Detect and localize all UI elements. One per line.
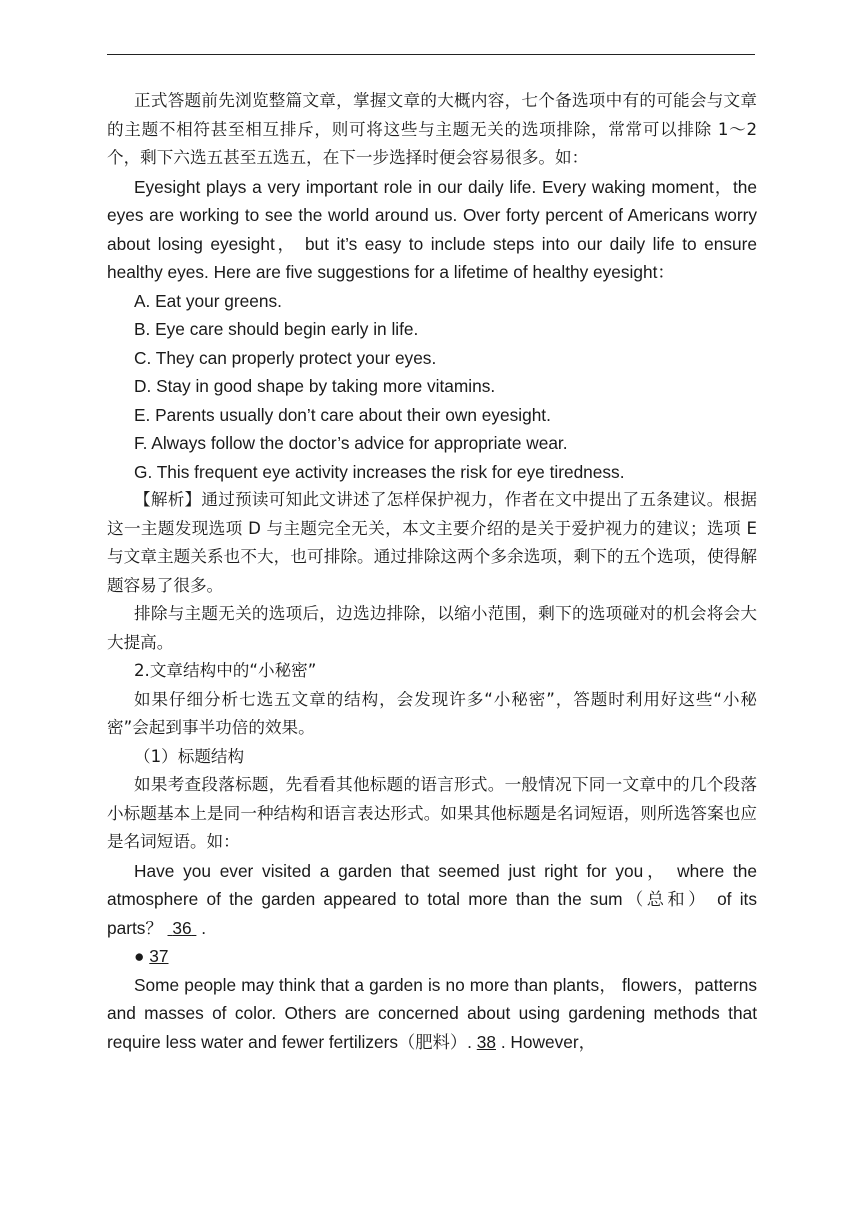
option-e: E. Parents usually don’t care about their own eyesight. bbox=[134, 404, 551, 425]
example-paragraph-2 bbox=[107, 971, 757, 1057]
tip-paragraph: 排除与主题无关的选项后，边选边排除，以缩小范围，剩下的选项碰对的机会将会大大提高。 bbox=[107, 604, 757, 652]
passage-paragraph: Eyesight plays a very important role in our daily life. Every waking moment，the eyes are working to see the world around us. Over forty percent of Americans worry about losing eyesight， but it’s easy to include steps into our daily life to ensure healthy eyes. Here are five suggestions for a lifetime of healthy eyesight： bbox=[107, 176, 757, 282]
example-text-end: . bbox=[201, 917, 206, 938]
example-text-end: . However， bbox=[500, 1031, 596, 1052]
option-g: G. This frequent eye activity increases the risk for eye tiredness. bbox=[134, 461, 625, 482]
section-heading: 2.文章结构中的“小秘密” bbox=[134, 661, 317, 680]
analysis-paragraph: 【解析】通过预读可知此文讲述了怎样保护视力，作者在文中提出了五条建议。根据这一主题发现选项 D 与主题完全无关，本文主要介绍的是关于爱护视力的建议；选项 E 与文章主题关系也不大，也可排除。通过排除这两个多余选项，剩下的五个选项，使得解题容易了很多。 bbox=[107, 490, 757, 595]
example-text: Have you ever visited a garden that seemed just right for you， where the atmosphere of the garden appeared to total more than the sum（总和） of its parts？ bbox=[107, 860, 757, 938]
intro-paragraph: 正式答题前先浏览整篇文章，掌握文章的大概内容，七个备选项中有的可能会与文章的主题不相符甚至相互排斥，则可将这些与主题无关的选项排除，常常可以排除 1～2 个，剩下六选五甚至五选五，在下一步选择时便会容易很多。如： bbox=[107, 91, 757, 167]
bullet-heading bbox=[107, 942, 757, 971]
option-a: A. Eat your greens. bbox=[134, 290, 282, 311]
blank-36: 36 bbox=[172, 917, 192, 938]
example-text: Some people may think that a garden is no more than plants， flowers，patterns and masses of color. Others are concerned about using gardening methods that require less water and fewer fertilizers（肥料）. bbox=[107, 974, 757, 1052]
section-paragraph: 如果仔细分析七选五文章的结构，会发现许多“小秘密”，答题时利用好这些“小秘密”会起到事半功倍的效果。 bbox=[107, 689, 757, 737]
example-paragraph-1 bbox=[107, 857, 757, 943]
subsection-paragraph: 如果考查段落标题，先看看其他标题的语言形式。一般情况下同一文章中的几个段落小标题基本上是同一种结构和语言表达形式。如果其他标题是名词短语，则所选答案也应是名词短语。如： bbox=[107, 775, 757, 851]
option-b: B. Eye care should begin early in life. bbox=[134, 319, 419, 339]
document-body bbox=[107, 87, 757, 1056]
bullet-icon: ● bbox=[134, 946, 145, 966]
subsection-heading: （1）标题结构 bbox=[134, 746, 245, 766]
option-c: C. They can properly protect your eyes. bbox=[134, 347, 437, 368]
options-list bbox=[107, 287, 757, 487]
option-d: D. Stay in good shape by taking more vitamins. bbox=[134, 376, 496, 396]
header-rule bbox=[107, 54, 755, 55]
blank-38: 38 bbox=[476, 1031, 496, 1052]
blank-37: 37 bbox=[149, 946, 169, 966]
option-f: F. Always follow the doctor’s advice for appropriate wear. bbox=[134, 433, 568, 453]
